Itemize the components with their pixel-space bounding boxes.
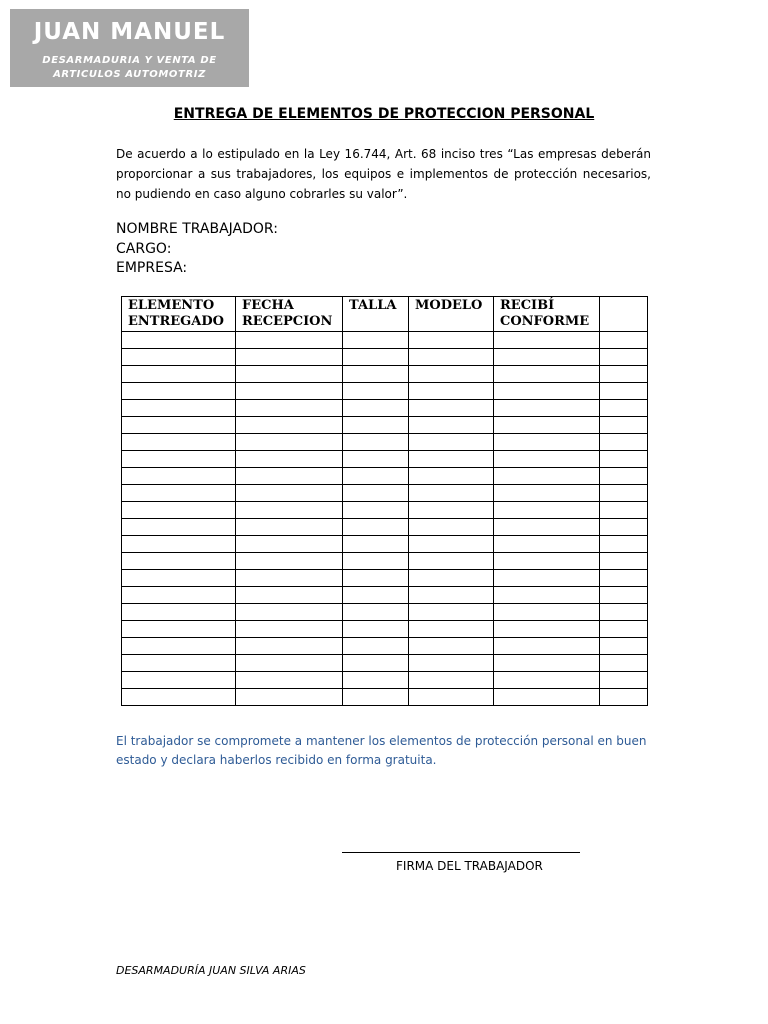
table-cell[interactable] xyxy=(343,434,409,451)
logo-tagline-line-2: ARTICULOS AUTOMOTRIZ xyxy=(53,69,206,80)
table-cell[interactable] xyxy=(409,553,494,570)
table-cell[interactable] xyxy=(343,655,409,672)
table-cell[interactable] xyxy=(494,434,600,451)
commitment-paragraph: El trabajador se compromete a mantener los elementos de protección personal en buen estado y declara haberlos recibido en forma gratuita. xyxy=(116,734,647,767)
table-cell[interactable] xyxy=(236,689,343,706)
table-cell[interactable] xyxy=(236,349,343,366)
table-cell[interactable] xyxy=(494,553,600,570)
table-row xyxy=(122,536,648,553)
table-cell[interactable] xyxy=(343,604,409,621)
table-row xyxy=(122,621,648,638)
table-cell[interactable] xyxy=(122,621,236,638)
table-cell[interactable] xyxy=(600,536,648,553)
table-cell[interactable] xyxy=(122,502,236,519)
table-row xyxy=(122,502,648,519)
table-cell[interactable] xyxy=(409,349,494,366)
worker-fields xyxy=(116,220,278,279)
table-cell[interactable] xyxy=(600,519,648,536)
table-cell[interactable] xyxy=(236,502,343,519)
table-row xyxy=(122,434,648,451)
table-cell[interactable] xyxy=(343,553,409,570)
table-cell[interactable] xyxy=(600,604,648,621)
table-cell[interactable] xyxy=(122,689,236,706)
table-cell[interactable] xyxy=(600,332,648,349)
table-cell[interactable] xyxy=(122,570,236,587)
table-cell[interactable] xyxy=(122,451,236,468)
table-cell[interactable] xyxy=(122,655,236,672)
table-cell[interactable] xyxy=(409,434,494,451)
table-cell[interactable] xyxy=(409,621,494,638)
table-cell[interactable] xyxy=(494,638,600,655)
table-cell[interactable] xyxy=(494,400,600,417)
table-cell[interactable] xyxy=(600,570,648,587)
table-cell[interactable] xyxy=(409,570,494,587)
column-header-blank xyxy=(600,297,648,332)
table-cell[interactable] xyxy=(236,434,343,451)
table-cell[interactable] xyxy=(409,587,494,604)
table-row xyxy=(122,553,648,570)
table-header-row xyxy=(122,297,648,332)
table-cell[interactable] xyxy=(494,451,600,468)
table-cell[interactable] xyxy=(409,400,494,417)
table-row xyxy=(122,366,648,383)
table-cell[interactable] xyxy=(494,417,600,434)
table-cell[interactable] xyxy=(494,366,600,383)
table-cell[interactable] xyxy=(122,400,236,417)
table-cell[interactable] xyxy=(409,383,494,400)
table-cell[interactable] xyxy=(494,468,600,485)
table-cell[interactable] xyxy=(343,468,409,485)
table-cell[interactable] xyxy=(409,638,494,655)
table-cell[interactable] xyxy=(494,621,600,638)
table-cell[interactable] xyxy=(409,366,494,383)
table-cell[interactable] xyxy=(343,451,409,468)
table-cell[interactable] xyxy=(343,536,409,553)
table-cell[interactable] xyxy=(600,689,648,706)
table-cell[interactable] xyxy=(409,451,494,468)
table-cell[interactable] xyxy=(122,366,236,383)
table-row xyxy=(122,587,648,604)
table-cell[interactable] xyxy=(600,485,648,502)
table-row xyxy=(122,672,648,689)
logo-tagline-line-1: DESARMADURIA Y VENTA DE xyxy=(42,55,217,66)
column-header-date: FECHA RECEPCION xyxy=(236,297,343,332)
intro-paragraph: De acuerdo a lo estipulado en la Ley 16.744, Art. 68 inciso tres “Las empresas deberán proporcionar a sus trabajadores, los equipos e implementos de protección necesarios, no pudiendo en caso alguno cobrarles su valor”. xyxy=(116,147,651,201)
table-cell[interactable] xyxy=(122,638,236,655)
table-body xyxy=(122,332,648,706)
table-cell[interactable] xyxy=(343,485,409,502)
signature-line xyxy=(342,852,580,853)
column-header-size: TALLA xyxy=(343,297,409,332)
table-cell[interactable] xyxy=(494,349,600,366)
table-cell[interactable] xyxy=(343,672,409,689)
table-cell[interactable] xyxy=(236,383,343,400)
table-cell[interactable] xyxy=(343,400,409,417)
table-cell[interactable] xyxy=(409,519,494,536)
table-cell[interactable] xyxy=(236,366,343,383)
position-label: CARGO: xyxy=(116,240,172,257)
table-cell[interactable] xyxy=(343,366,409,383)
table-row xyxy=(122,400,648,417)
table-cell[interactable] xyxy=(494,332,600,349)
table-row xyxy=(122,485,648,502)
table-cell[interactable] xyxy=(600,672,648,689)
table-cell[interactable] xyxy=(122,587,236,604)
table-cell[interactable] xyxy=(122,536,236,553)
table-cell[interactable] xyxy=(236,570,343,587)
table-cell[interactable] xyxy=(236,604,343,621)
table-row xyxy=(122,689,648,706)
table-cell[interactable] xyxy=(600,468,648,485)
table-cell[interactable] xyxy=(122,553,236,570)
table-cell[interactable] xyxy=(343,349,409,366)
footer-company: DESARMADURÍA JUAN SILVA ARIAS xyxy=(116,964,306,977)
company-label: EMPRESA: xyxy=(116,260,188,276)
table-cell[interactable] xyxy=(494,485,600,502)
table-cell[interactable] xyxy=(343,587,409,604)
table-cell[interactable] xyxy=(494,502,600,519)
table-cell[interactable] xyxy=(600,553,648,570)
table-cell[interactable] xyxy=(122,485,236,502)
table-row xyxy=(122,468,648,485)
table-cell[interactable] xyxy=(494,655,600,672)
table-cell[interactable] xyxy=(236,332,343,349)
table-cell[interactable] xyxy=(409,672,494,689)
table-cell[interactable] xyxy=(236,638,343,655)
table-cell[interactable] xyxy=(409,468,494,485)
table-cell[interactable] xyxy=(236,451,343,468)
table-cell[interactable] xyxy=(343,638,409,655)
table-cell[interactable] xyxy=(494,383,600,400)
table-cell[interactable] xyxy=(236,621,343,638)
table-cell[interactable] xyxy=(600,502,648,519)
table-cell[interactable] xyxy=(343,621,409,638)
table-row xyxy=(122,417,648,434)
document-title: ENTREGA DE ELEMENTOS DE PROTECCION PERSONAL xyxy=(173,106,595,122)
signature-label: FIRMA DEL TRABAJADOR xyxy=(396,859,543,873)
table-cell[interactable] xyxy=(122,417,236,434)
table-cell[interactable] xyxy=(122,604,236,621)
table-cell[interactable] xyxy=(122,349,236,366)
items-table xyxy=(121,296,648,706)
table-cell[interactable] xyxy=(600,451,648,468)
table-cell[interactable] xyxy=(600,621,648,638)
table-row xyxy=(122,638,648,655)
table-cell[interactable] xyxy=(343,383,409,400)
table-cell[interactable] xyxy=(409,502,494,519)
table-row xyxy=(122,655,648,672)
table-cell[interactable] xyxy=(236,672,343,689)
table-cell[interactable] xyxy=(494,519,600,536)
table-cell[interactable] xyxy=(494,587,600,604)
table-cell[interactable] xyxy=(600,349,648,366)
company-logo xyxy=(10,9,249,87)
table-cell[interactable] xyxy=(122,332,236,349)
table-cell[interactable] xyxy=(409,417,494,434)
table-cell[interactable] xyxy=(409,485,494,502)
table-cell[interactable] xyxy=(494,570,600,587)
table-cell[interactable] xyxy=(494,689,600,706)
table-row xyxy=(122,383,648,400)
column-header-received: RECIBÍ CONFORME xyxy=(494,297,600,332)
table-cell[interactable] xyxy=(409,689,494,706)
table-cell[interactable] xyxy=(600,417,648,434)
table-row xyxy=(122,332,648,349)
worker-name-label: NOMBRE TRABAJADOR: xyxy=(116,221,278,237)
table-cell[interactable] xyxy=(236,536,343,553)
table-cell[interactable] xyxy=(409,604,494,621)
table-row xyxy=(122,519,648,536)
table-row xyxy=(122,570,648,587)
table-row xyxy=(122,451,648,468)
table-cell[interactable] xyxy=(122,434,236,451)
table-cell[interactable] xyxy=(236,485,343,502)
table-cell[interactable] xyxy=(236,587,343,604)
table-cell[interactable] xyxy=(236,553,343,570)
table-cell[interactable] xyxy=(600,655,648,672)
table-cell[interactable] xyxy=(600,400,648,417)
table-cell[interactable] xyxy=(409,655,494,672)
table-cell[interactable] xyxy=(343,502,409,519)
table-cell[interactable] xyxy=(236,417,343,434)
table-cell[interactable] xyxy=(409,536,494,553)
table-cell[interactable] xyxy=(494,604,600,621)
table-cell[interactable] xyxy=(343,519,409,536)
table-cell[interactable] xyxy=(343,570,409,587)
logo-name: JUAN MANUEL xyxy=(33,19,226,45)
table-cell[interactable] xyxy=(494,536,600,553)
table-cell[interactable] xyxy=(236,519,343,536)
table-cell[interactable] xyxy=(600,366,648,383)
table-cell[interactable] xyxy=(343,417,409,434)
table-cell[interactable] xyxy=(343,689,409,706)
table-cell[interactable] xyxy=(600,587,648,604)
table-cell[interactable] xyxy=(600,434,648,451)
table-cell[interactable] xyxy=(600,638,648,655)
column-header-model: MODELO xyxy=(409,297,494,332)
table-cell[interactable] xyxy=(122,468,236,485)
table-cell[interactable] xyxy=(494,672,600,689)
table-cell[interactable] xyxy=(236,400,343,417)
table-cell[interactable] xyxy=(236,655,343,672)
column-header-element: ELEMENTO ENTREGADO xyxy=(122,297,236,332)
table-row xyxy=(122,349,648,366)
table-cell[interactable] xyxy=(343,332,409,349)
table-cell[interactable] xyxy=(122,672,236,689)
table-cell[interactable] xyxy=(122,519,236,536)
table-cell[interactable] xyxy=(122,383,236,400)
table-cell[interactable] xyxy=(236,468,343,485)
table-cell[interactable] xyxy=(600,383,648,400)
table-cell[interactable] xyxy=(409,332,494,349)
table-row xyxy=(122,604,648,621)
